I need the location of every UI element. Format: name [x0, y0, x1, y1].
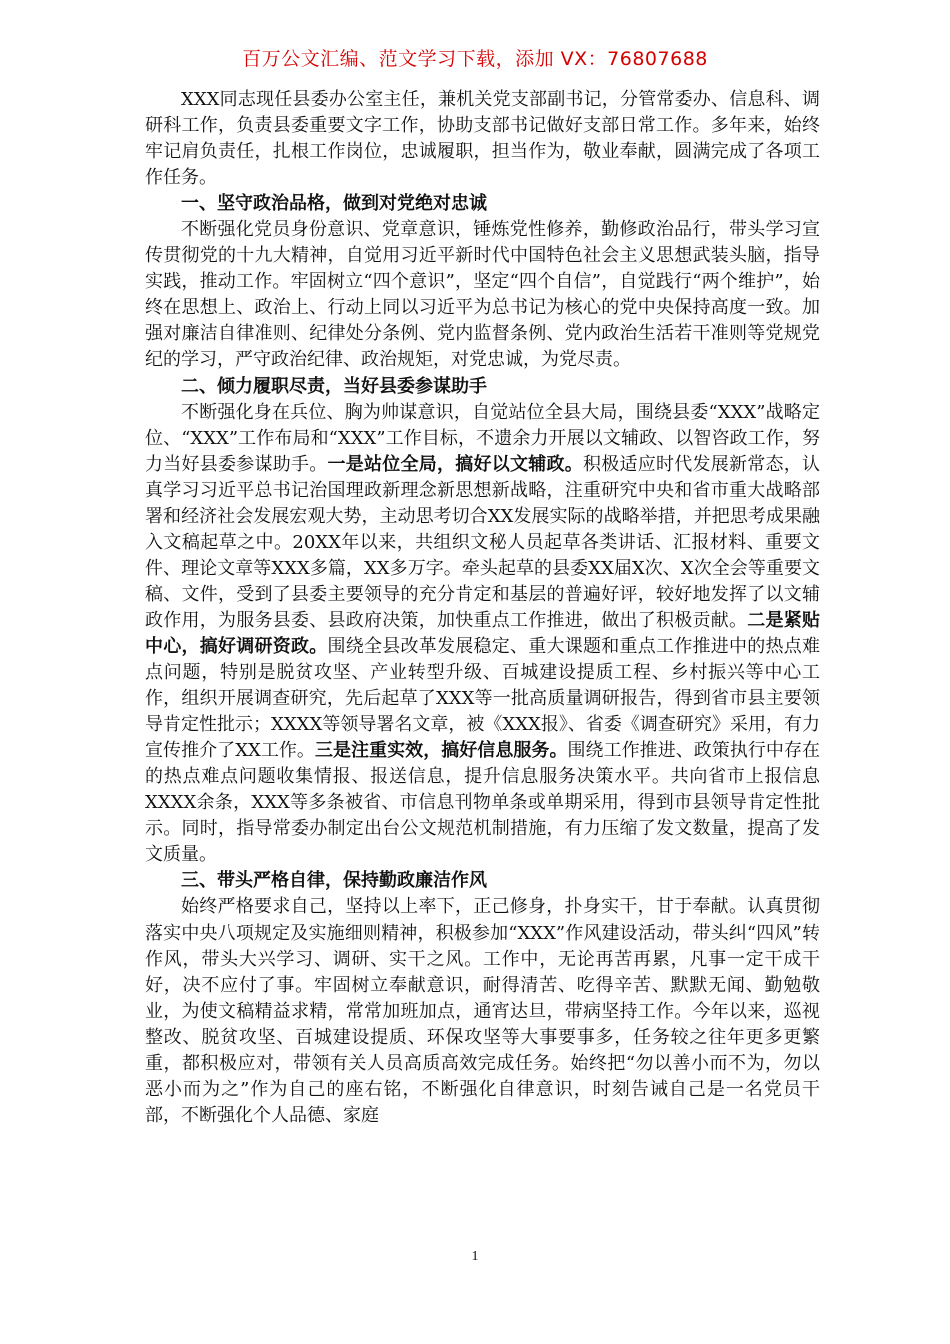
section-2-text-2: 积极适应时代发展新常态，认真学习习近平总书记治国理政新理念新思想新战略，注重研究中央和省市重大战略部署和经济社会发展宏观大势，主动思考切合XX发展实际的战略举措，并把思考成果融入文稿起草之中。20XX年以来，共组织文秘人员起草各类讲话、汇报材料、重要文件、理论文章等XXX多篇，XX多万字。牵头起草的县委XX届X次、X次全会等重要文稿、文件，受到了县委主要领导的充分肯定和基层的普遍好评，较好地发挥了以文辅政作用，为服务县委、县政府决策，加快重点工作推进，做出了积极贡献。 [145, 453, 820, 631]
section-2-point-3: 三是注重实效，搞好信息服务。 [314, 740, 568, 762]
promo-banner: 百万公文汇编、范文学习下载，添加 VX：76807688 [242, 48, 708, 70]
section-2-text-1: 不断强化身在兵位、胸为帅谋意识，自觉站位全县大局，围绕县委“XXX”战略定位、“XXX”工作布局和“XXX”工作目标，不遗余力开展以文辅政、以智咨政工作，努力当好县委参谋助手。 [145, 401, 820, 475]
section-1-paragraph: 不断强化党员身份意识、党章意识，锤炼党性修养，勤修政治品行，带头学习宣传贯彻党的十九大精神，自觉用习近平新时代中国特色社会主义思想武装头脑，指导实践，推动工作。牢固树立“四个意识”，坚定“四个自信”，自觉践行“两个维护”，始终在思想上、政治上、行动上同以习近平为总书记为核心的党中央保持高度一致。加强对廉洁自律准则、纪律处分条例、党内监督条例、党内政治生活若干准则等党规党纪的学习，严守政治纪律、政治规矩，对党忠诚，为党尽责。 [145, 219, 820, 371]
section-2-paragraph [145, 400, 820, 869]
document-body [145, 87, 820, 1129]
page-number: 1 [471, 1249, 479, 1264]
section-3-paragraph: 始终严格要求自己，坚持以上率下，正己修身，扑身实干，甘于奉献。认真贯彻落实中央八项规定及实施细则精神，积极参加“XXX”作风建设活动，带头纠“四风”转作风，带头大兴学习、调研、实干之风。工作中，无论再苦再累，凡事一定干成干好，决不应付了事。牢固树立奉献意识，耐得清苦、吃得辛苦、默默无闻、勤勉敬业，为使文稿精益求精，常常加班加点，通宵达旦，带病坚持工作。今年以来，巡视整改、脱贫攻坚、百城建设提质、环保攻坚等大事要事多，任务较之往年更多更繁重，都积极应对，带领有关人员高质高效完成任务。始终把“勿以善小而不为，勿以恶小而为之”作为自己的座右铭，不断强化自律意识，时刻告诫自己是一名党员干部，不断强化个人品德、家庭 [145, 896, 820, 1126]
section-3-heading: 三、带头严格自律，保持勤政廉洁作风 [181, 870, 487, 892]
section-2-heading: 二、倾力履职尽责，当好县委参谋助手 [181, 375, 487, 397]
section-2-text-3: 围绕全县改革发展稳定、重大课题和重点工作推进中的热点难点问题，特别是脱贫攻坚、产业转型升级、百城建设提质工程、乡村振兴等中心工作，组织开展调查研究，先后起草了XXX等一批高质量调研报告，得到省市县主要领导肯定性批示；XXXX等领导署名文章，被《XXX报》、省委《调查研究》采用，有力宣传推介了XX工作。 [145, 635, 820, 762]
intro-paragraph: XXX同志现任县委办公室主任，兼机关党支部副书记，分管常委办、信息科、调研科工作，负责县委重要文字工作，协助支部书记做好支部日常工作。多年来，始终牢记肩负责任，扎根工作岗位，忠诚履职，担当作为，敬业奉献，圆满完成了各项工作任务。 [145, 89, 820, 189]
section-1-heading: 一、坚守政治品格，做到对党绝对忠诚 [181, 193, 487, 215]
section-2-text-4: 围绕工作推进、政策执行中存在的热点难点问题收集情报、报送信息，提升信息服务决策水平。共向省市上报信息XXXX余条，XXX等多条被省、市信息刊物单条或单期采用，得到市县领导肯定性批示。同时，指导常委办制定出台公文规范机制措施，有力压缩了发文数量，提高了发文质量。 [145, 740, 820, 866]
section-2-point-2: 二是紧贴中心，搞好调研资政。 [145, 609, 820, 657]
section-2-point-1: 一是站位全局，搞好以文辅政。 [327, 453, 583, 475]
